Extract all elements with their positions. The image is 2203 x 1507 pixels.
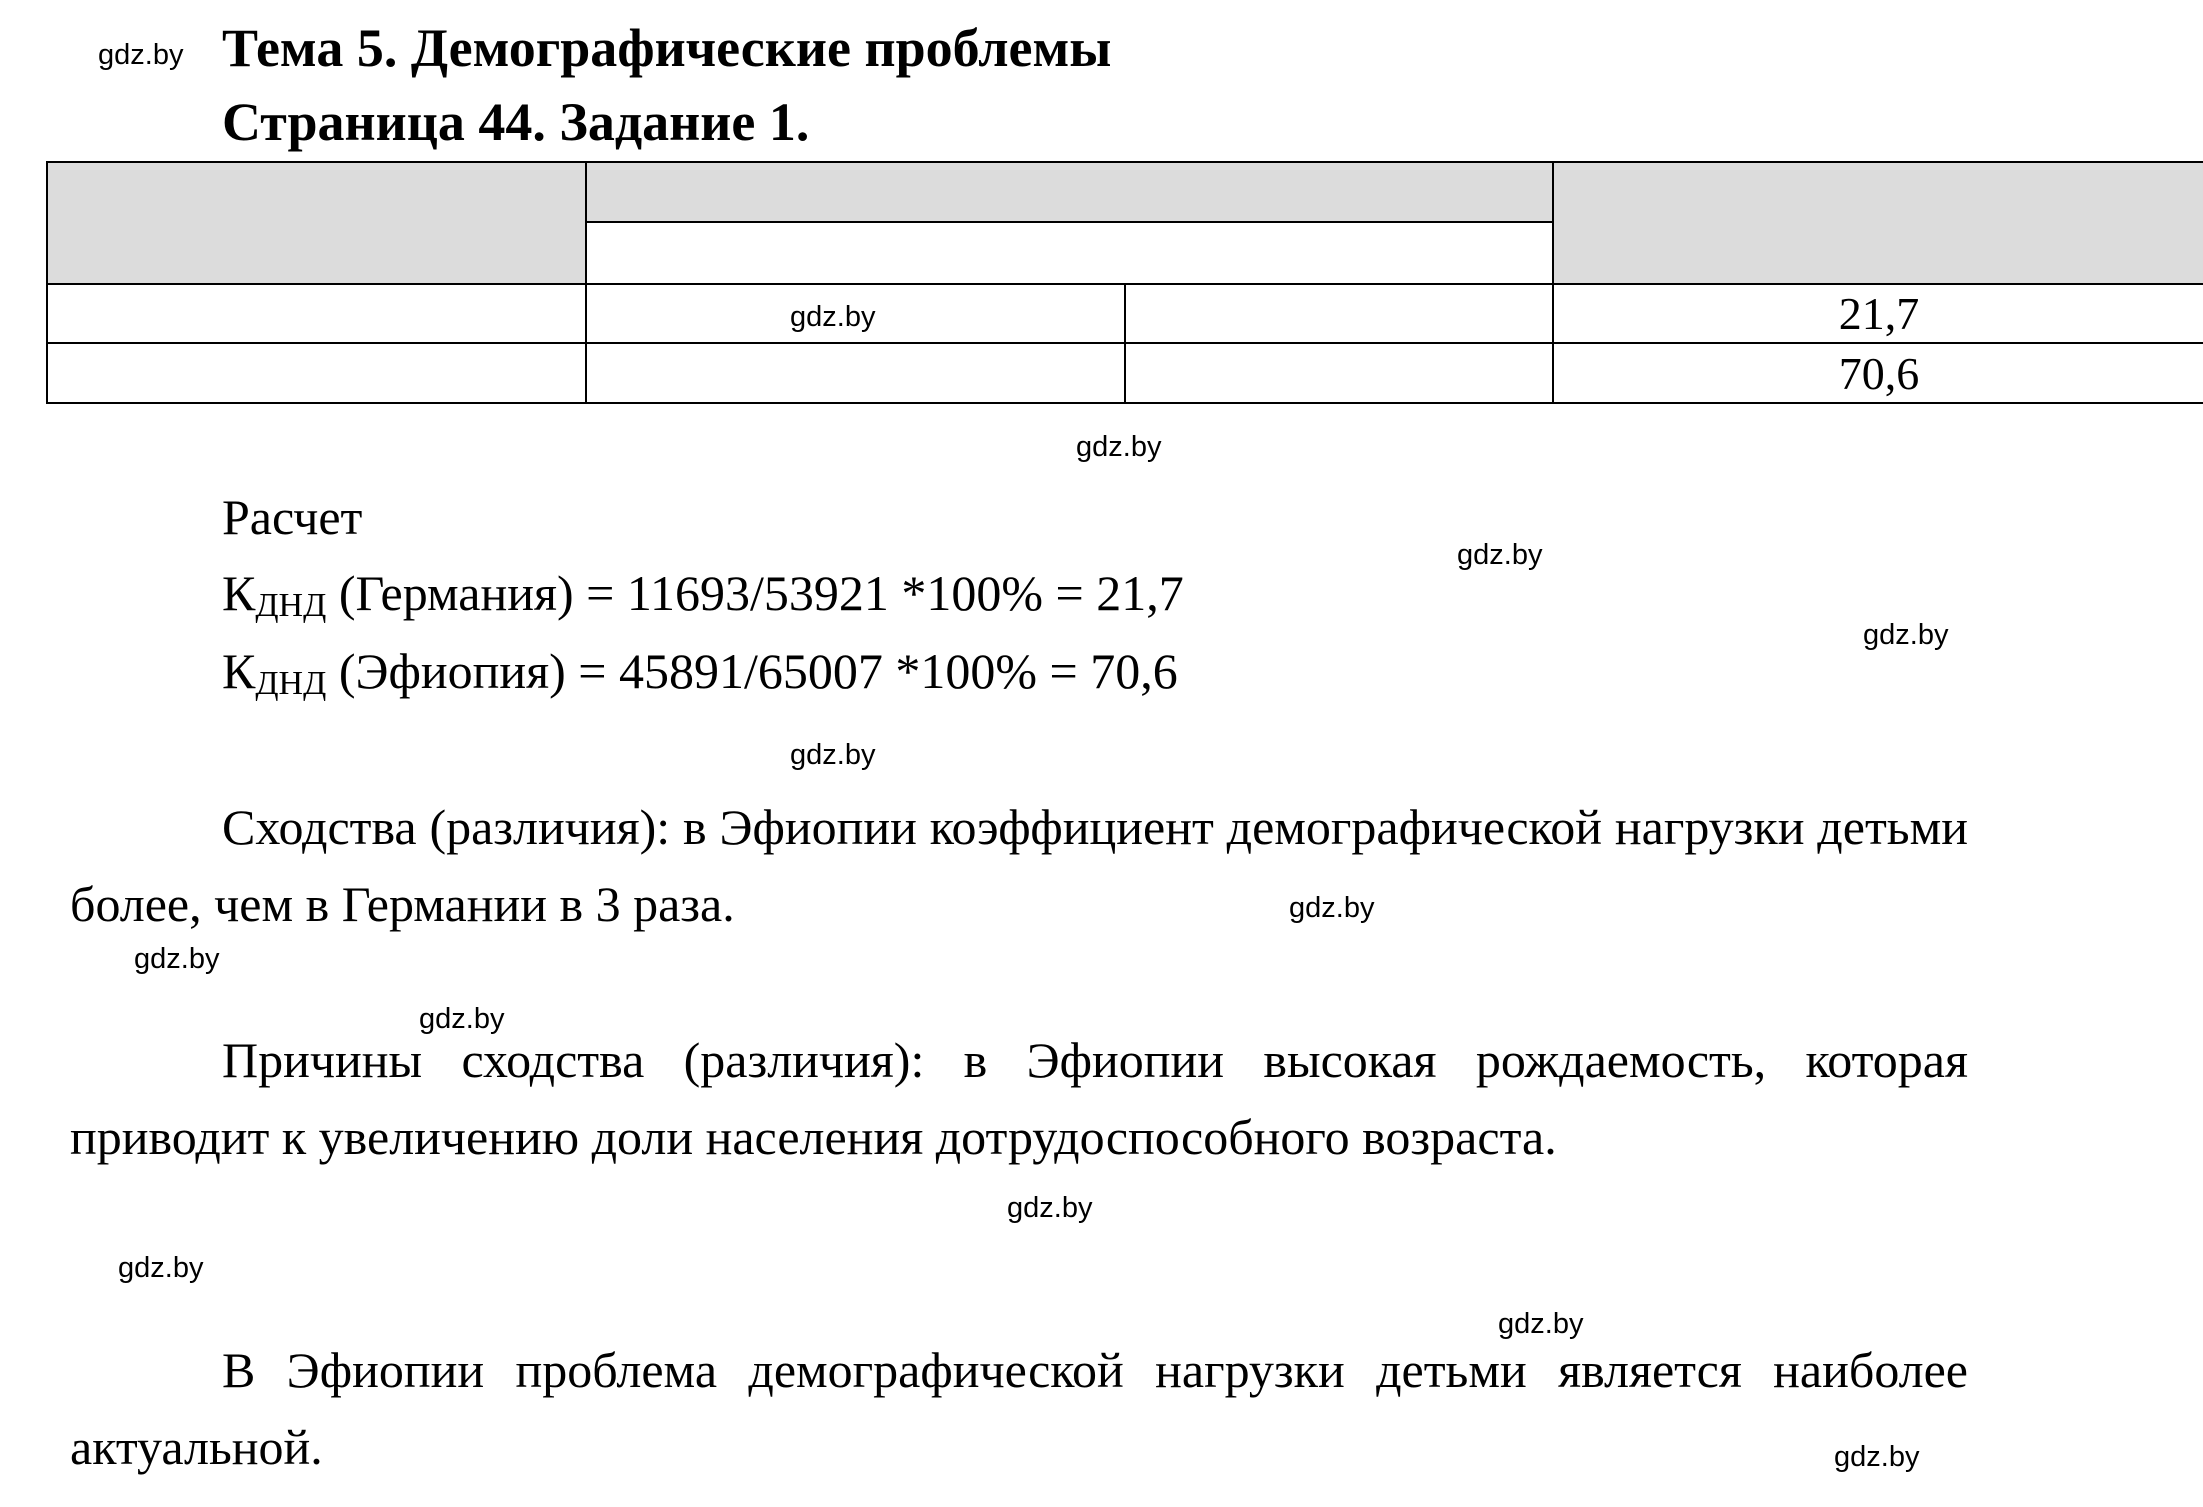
watermark: gdz.by — [1498, 1308, 1584, 1340]
table-cell — [1124, 283, 1554, 344]
calc-line-germany — [222, 565, 1184, 624]
calc-formula: (Эфиопия) = 45891/65007 *100% = 70,6 — [326, 643, 1178, 699]
watermark: gdz.by — [790, 739, 876, 771]
coef-symbol: К — [222, 565, 256, 621]
coef-symbol: К — [222, 643, 256, 699]
table-value-germany: 21,7 — [1838, 288, 1920, 339]
table-cell — [585, 342, 1126, 404]
watermark: gdz.by — [1076, 431, 1162, 463]
watermark: gdz.by — [1289, 892, 1375, 924]
coef-subscript: ДНД — [255, 587, 327, 624]
table-cell — [46, 342, 587, 404]
watermark: gdz.by — [1863, 619, 1949, 651]
watermark: gdz.by — [118, 1252, 204, 1284]
calc-line-ethiopia — [222, 643, 1178, 702]
coef-subscript: ДНД — [255, 665, 327, 702]
table-cell — [585, 283, 1126, 344]
topic-title: Тема 5. Демографические проблемы — [222, 18, 1112, 78]
watermark: gdz.by — [1834, 1441, 1920, 1473]
similarity-paragraph: Сходства (различия): в Эфиопии коэффициент демографической нагрузки детьми более, чем в Германии в 3 раза. — [70, 799, 1968, 932]
watermark: gdz.by — [1457, 539, 1543, 571]
watermark: gdz.by — [134, 943, 220, 975]
calc-formula: (Германия) = 11693/53921 *100% = 21,7 — [326, 565, 1184, 621]
table-header-cell — [1552, 161, 2203, 285]
watermark: gdz.by — [98, 39, 184, 71]
table-value-ethiopia: 70,6 — [1838, 348, 1920, 399]
table-cell — [46, 283, 587, 344]
table-header-cell — [585, 221, 1554, 285]
task-title: Страница 44. Задание 1. — [222, 92, 810, 152]
table-header-cell — [46, 161, 587, 285]
table-header-cell — [585, 161, 1554, 223]
watermark: gdz.by — [1007, 1192, 1093, 1224]
reasons-paragraph: Причины сходства (различия): в Эфиопии высокая рождаемость, которая приводит к увеличению доли населения дотрудоспособного возраста. — [70, 1032, 1968, 1165]
conclusion-paragraph: В Эфиопии проблема демографической нагрузки детьми является наиболее актуальной. — [70, 1342, 1968, 1475]
watermark: gdz.by — [790, 301, 876, 333]
watermark: gdz.by — [419, 1003, 505, 1035]
table-cell — [1124, 342, 1554, 404]
calc-heading: Расчет — [222, 489, 363, 545]
